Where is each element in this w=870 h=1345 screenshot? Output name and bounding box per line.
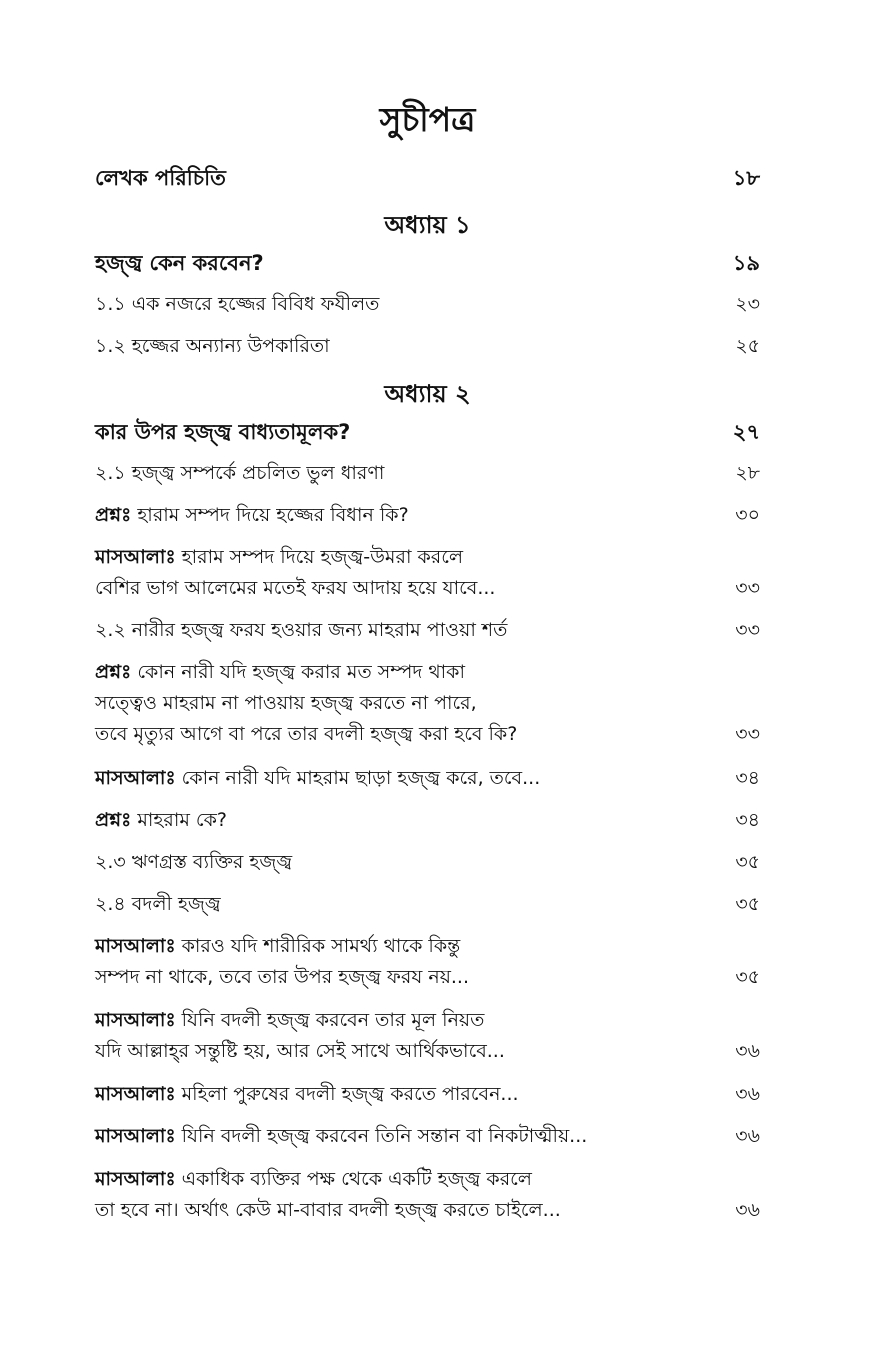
toc-entry-line-text: হারাম সম্পদ দিয়ে হজ্জের বিধান কি? [137, 504, 409, 526]
toc-entry-line-text: একাধিক ব্যক্তির পক্ষ থেকে একটি হজ্জ্ব করলে [181, 1168, 532, 1190]
toc-entry-line [95, 763, 685, 794]
toc-entry-chapter-1-title[interactable] [95, 247, 760, 279]
toc-entry-text [95, 805, 685, 836]
toc-entry-1-1[interactable] [95, 289, 760, 320]
toc-entry-line [95, 1121, 685, 1152]
toc-entry-line-text: কোন নারী যদি মাহরাম ছাড়া হজ্জ্ব করে, তবে... [181, 767, 541, 789]
masala-label: মাসআলাঃ [95, 1168, 176, 1190]
toc-entry-line [95, 805, 685, 836]
toc-page-number: ৩৬ [735, 1199, 760, 1221]
toc-entry-line-text: কারও যদি শারীরিক সামর্থ্য থাকে কিন্তু [181, 935, 461, 957]
toc-entry-text [95, 657, 685, 750]
toc-entry-line: কার উপর হজ্জ্ব বাধ্যতামূলক? [95, 420, 351, 444]
toc-entry-line [95, 542, 685, 573]
question-label: প্রশ্নঃ [95, 661, 132, 683]
toc-entry-text [95, 1164, 685, 1226]
toc-entry-text [95, 458, 685, 489]
toc-entry-text [95, 416, 685, 448]
toc-page-number: ৩৫ [735, 966, 760, 988]
toc-page-number: ৩৩ [735, 577, 760, 599]
masala-label: মাসআলাঃ [95, 1009, 176, 1031]
toc-page-number: ১৮ [732, 166, 760, 190]
toc-entry-text [95, 331, 685, 362]
toc-entry-masala-proxy-intention[interactable] [95, 1005, 760, 1067]
toc-entry-text [95, 162, 685, 194]
toc-entry-chapter-2-title[interactable] [95, 416, 760, 448]
toc-entry-line: ১.২ হজ্জের অন্যান্য উপকারিতা [95, 335, 330, 357]
toc-entry-question-haram-wealth[interactable] [95, 500, 760, 531]
toc-entry-line-text: মাহরাম কে? [137, 809, 228, 831]
toc-page-number: ৩৬ [735, 1125, 760, 1147]
toc-entry-question-who-is-mahram[interactable] [95, 805, 760, 836]
toc-entry-masala-relative[interactable] [95, 1121, 760, 1152]
toc-entry-2-2[interactable] [95, 615, 760, 646]
toc-page-number: ৩৬ [735, 1083, 760, 1105]
toc-entry-text [95, 247, 685, 279]
toc-page-number: ৩৫ [735, 851, 760, 873]
masala-label: মাসআলাঃ [95, 1125, 176, 1147]
toc-entry-text [95, 847, 685, 878]
toc-entry-masala-without-mahram[interactable] [95, 763, 760, 794]
question-label: প্রশ্নঃ [95, 809, 132, 831]
masala-label: মাসআলাঃ [95, 1083, 176, 1105]
toc-entry-text [95, 289, 685, 320]
toc-entry-masala-multiple-persons[interactable] [95, 1164, 760, 1226]
toc-entry-text [95, 1121, 685, 1152]
toc-page-number: ২৩ [735, 293, 760, 315]
toc-entry-line [95, 1079, 685, 1110]
toc-entry-line: ২.২ নারীর হজ্জ্ব ফরয হওয়ার জন্য মাহরাম পাওয়া শর্ত [95, 619, 508, 641]
masala-label: মাসআলাঃ [95, 935, 176, 957]
toc-page-number: ৩৪ [735, 809, 760, 831]
toc-entry-line: সত্ত্বেও মাহরাম না পাওয়ায় হজ্জ্ব করতে না পারে, [95, 692, 477, 714]
toc-entry-2-3[interactable] [95, 847, 760, 878]
toc-entry-author-intro[interactable] [95, 162, 760, 194]
toc-entry-masala-physical-ability[interactable] [95, 931, 760, 993]
toc-entry-text [95, 542, 685, 604]
toc-entry-masala-woman-for-man[interactable] [95, 1079, 760, 1110]
toc-entry-text [95, 1079, 685, 1110]
toc-entry-line: হজ্জ্ব কেন করবেন? [95, 251, 264, 275]
chapter-heading-2: অধ্যায় ২ [384, 380, 471, 408]
toc-entry-line-text: কোন নারী যদি হজ্জ্ব করার মত সম্পদ থাকা [137, 661, 465, 683]
toc-page-number: ৩০ [735, 504, 760, 526]
toc-entry-line [95, 931, 685, 962]
toc-entry-line: বেশির ভাগ আলেমের মতেই ফরয আদায় হয়ে যাবে... [95, 577, 496, 599]
toc-entry-line: তা হবে না। অর্থাৎ কেউ মা-বাবার বদলী হজ্জ্ব করতে চাইলে... [95, 1199, 561, 1221]
toc-entry-line: ১.১ এক নজরে হজ্জের বিবিধ ফযীলত [95, 293, 380, 315]
toc-entry-line-text: মহিলা পুরুষের বদলী হজ্জ্ব করতে পারবেন... [181, 1083, 519, 1105]
toc-entry-text [95, 615, 685, 646]
toc-entry-masala-haram-hajj[interactable] [95, 542, 760, 604]
question-label: প্রশ্নঃ [95, 504, 132, 526]
toc-entry-line-text: হারাম সম্পদ দিয়ে হজ্জ্ব-উমরা করলে [181, 546, 464, 568]
toc-entry-2-4[interactable] [95, 889, 760, 920]
toc-page-number: ৩৬ [735, 1040, 760, 1062]
toc-entry-line: যদি আল্লাহ্‌র সন্তুষ্টি হয়, আর সেই সাথে আর্থিকভাবে... [95, 1040, 505, 1062]
toc-entry-line [95, 1005, 685, 1036]
toc-entry-text [95, 931, 685, 993]
masala-label: মাসআলাঃ [95, 546, 176, 568]
toc-entry-line: সম্পদ না থাকে, তবে তার উপর হজ্জ্ব ফরয নয়... [95, 966, 470, 988]
toc-entry-line [95, 657, 685, 688]
toc-entry-line: তবে মৃত্যুর আগে বা পরে তার বদলী হজ্জ্ব করা হবে কি? [95, 723, 518, 745]
toc-entry-line: ২.৩ ঋণগ্রস্ত ব্যক্তির হজ্জ্ব [95, 851, 293, 873]
toc-entry-line-text: যিনি বদলী হজ্জ্ব করবেন তার মূল নিয়ত [181, 1009, 485, 1031]
toc-entry-1-2[interactable] [95, 331, 760, 362]
toc-page-number: ৩৩ [735, 619, 760, 641]
toc-page-number: ১৯ [732, 251, 760, 275]
toc-page-number: ২৭ [732, 420, 760, 444]
toc-entry-line: লেখক পরিচিতি [95, 166, 226, 190]
toc-page-number: ২৮ [735, 462, 760, 484]
toc-entry-2-1[interactable] [95, 458, 760, 489]
chapter-heading-1: অধ্যায় ১ [384, 211, 471, 239]
toc-entry-text [95, 500, 685, 531]
toc-entry-line-text: যিনি বদলী হজ্জ্ব করবেন তিনি সন্তান বা নিকটাত্মীয়... [181, 1125, 588, 1147]
toc-page-number: ৩৫ [735, 893, 760, 915]
page-title: সুচীপত্র [379, 100, 476, 139]
toc-page-number: ৩৩ [735, 723, 760, 745]
toc-entry-question-mahram-proxy[interactable] [95, 657, 760, 750]
toc-entry-text [95, 763, 685, 794]
masala-label: মাসআলাঃ [95, 767, 176, 789]
toc-page-number: ৩৪ [735, 767, 760, 789]
toc-entry-line [95, 1164, 685, 1195]
toc-page-number: ২৫ [735, 335, 760, 357]
toc-entry-line: ২.৪ বদলী হজ্জ্ব [95, 893, 221, 915]
toc-entry-text [95, 1005, 685, 1067]
toc-entry-line: ২.১ হজ্জ্ব সম্পর্কে প্রচলিত ভুল ধারণা [95, 462, 385, 484]
toc-entry-text [95, 889, 685, 920]
toc-entry-line [95, 500, 685, 531]
